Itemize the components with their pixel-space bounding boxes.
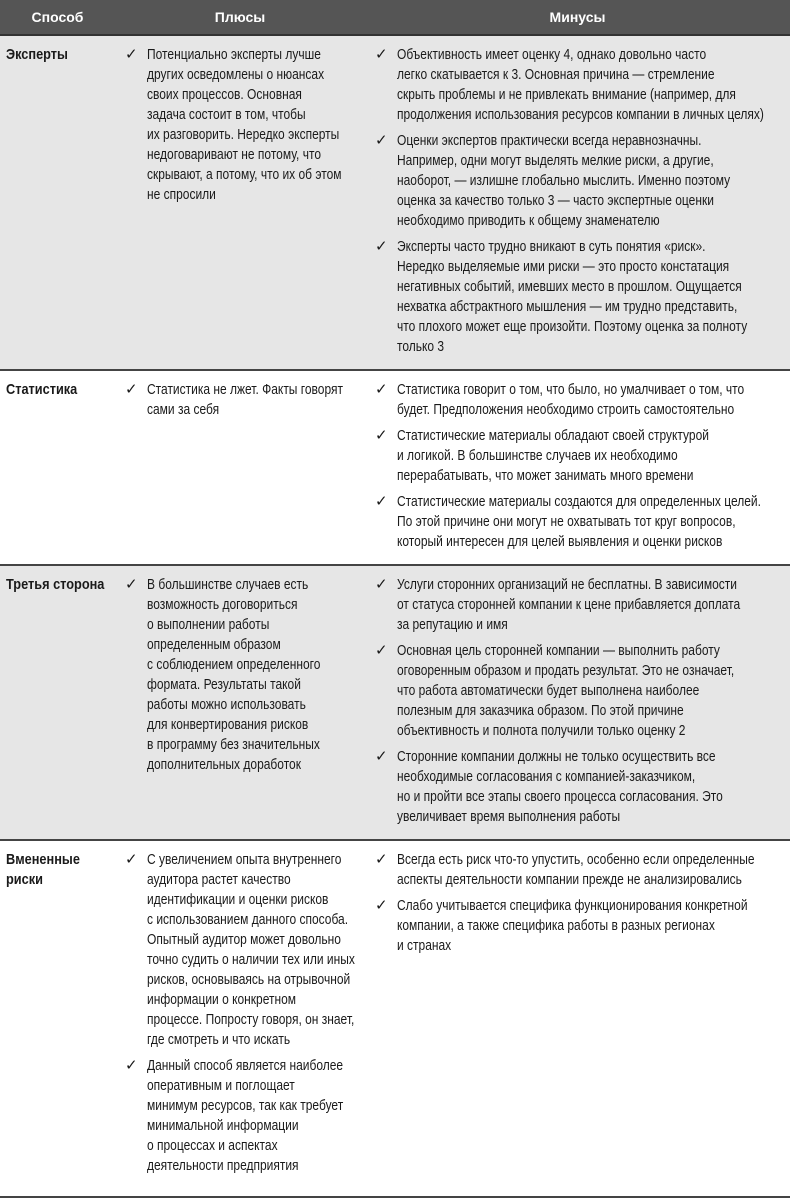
text-line: аудитора растет качество bbox=[147, 871, 291, 888]
check-mark-icon: ✓ bbox=[375, 493, 388, 510]
text-line: оценка за качество только 3 — часто экспертные оценки bbox=[397, 192, 714, 209]
text-line: который интересен для целей выявления и оценки рисков bbox=[397, 533, 723, 550]
text-line: задача состоит в том, чтобы bbox=[147, 106, 306, 123]
pro-item bbox=[125, 850, 365, 1050]
text-line: но и пройти все этапы своего процесса согласования. Это bbox=[397, 788, 723, 805]
text-line: Статистические материалы создаются для определенных целей. bbox=[397, 493, 761, 510]
method-cell bbox=[0, 371, 115, 558]
text-line: деятельности предприятия bbox=[147, 1157, 299, 1174]
pro-item bbox=[125, 575, 365, 775]
pros-cell bbox=[115, 841, 365, 1190]
item-text bbox=[397, 380, 790, 420]
check-mark-icon: ✓ bbox=[375, 132, 388, 149]
con-item bbox=[375, 492, 790, 552]
text-line: По этой причине они могут не охватывать тот круг вопросов, bbox=[397, 513, 736, 530]
item-text bbox=[397, 850, 790, 890]
check-mark-icon: ✓ bbox=[375, 427, 388, 444]
text-line: Опытный аудитор может довольно bbox=[147, 931, 341, 948]
header-method: Способ bbox=[31, 9, 84, 25]
con-item bbox=[375, 237, 790, 357]
item-text bbox=[397, 45, 790, 125]
text-line: оперативным и поглощает bbox=[147, 1077, 295, 1094]
pros-cell bbox=[115, 566, 365, 833]
text-line: Нередко выделяемые ими риски — это просто констатация bbox=[397, 258, 730, 275]
method-cell bbox=[0, 841, 115, 1190]
check-mark-icon: ✓ bbox=[125, 576, 138, 593]
method-cell bbox=[0, 566, 115, 833]
text-line: где смотреть и что искать bbox=[147, 1031, 291, 1048]
check-mark-icon: ✓ bbox=[125, 46, 138, 63]
text-line: дополнительных доработок bbox=[147, 756, 301, 773]
item-text bbox=[397, 641, 790, 741]
text-line: объективность и полнота получили только оценку 2 bbox=[397, 722, 686, 739]
text-line: что плохого может еще произойти. Поэтому оценка за полноту bbox=[397, 318, 748, 335]
text-line: В большинстве случаев есть bbox=[147, 576, 309, 593]
table-row bbox=[0, 371, 790, 566]
text-line: нехватка абстрактного мышления — им трудно представить, bbox=[397, 298, 738, 315]
text-line: Услуги сторонних организаций не бесплатны. В зависимости bbox=[397, 576, 737, 593]
item-text bbox=[397, 426, 790, 486]
text-line: о процессах и аспектах bbox=[147, 1137, 278, 1154]
cons-cell-content bbox=[365, 841, 790, 956]
text-line: о выполнении работы bbox=[147, 616, 270, 633]
text-line: и странах bbox=[397, 937, 452, 954]
text-line: не спросили bbox=[147, 186, 216, 203]
text-line: Оценки экспертов практически всегда неравнозначны. bbox=[397, 132, 702, 149]
text-line: недоговаривают не потому, что bbox=[147, 146, 321, 163]
text-line: Статистические материалы обладают своей структурой bbox=[397, 427, 709, 444]
text-line: только 3 bbox=[397, 338, 445, 355]
pros-cell bbox=[115, 371, 365, 558]
check-mark-icon: ✓ bbox=[375, 576, 388, 593]
con-item bbox=[375, 747, 790, 827]
pros-cell-content bbox=[115, 566, 365, 775]
text-line: других осведомлены о нюансах bbox=[147, 66, 325, 83]
item-text bbox=[397, 237, 790, 357]
text-line: формата. Результаты такой bbox=[147, 676, 301, 693]
text-line: скрывают, а потому, что их об этом bbox=[147, 166, 342, 183]
text-line: Статистика говорит о том, что было, но умалчивает о том, что bbox=[397, 381, 745, 398]
check-mark-icon: ✓ bbox=[375, 642, 388, 659]
header-pros: Плюсы bbox=[214, 9, 266, 25]
item-text bbox=[147, 575, 365, 775]
check-mark-icon: ✓ bbox=[125, 851, 138, 868]
text-line: наоборот, — излишне глобально мыслить. Именно поэтому bbox=[397, 172, 731, 189]
method-name-line: риски bbox=[6, 871, 43, 888]
con-item bbox=[375, 896, 790, 956]
check-mark-icon: ✓ bbox=[375, 897, 388, 914]
pros-cell-content bbox=[115, 371, 365, 420]
text-line: С увеличением опыта внутреннего bbox=[147, 851, 342, 868]
pros-cell-content bbox=[115, 36, 365, 205]
text-line: будет. Предположения необходимо строить самостоятельно bbox=[397, 401, 735, 418]
text-line: необходимые согласования с компанией-заказчиком, bbox=[397, 768, 696, 785]
text-line: возможность договориться bbox=[147, 596, 298, 613]
cons-cell-content bbox=[365, 566, 790, 827]
item-text bbox=[147, 1056, 365, 1176]
item-text bbox=[397, 747, 790, 827]
cons-cell bbox=[365, 36, 790, 363]
item-text bbox=[147, 45, 365, 205]
text-line: от статуса сторонней компании к цене прибавляется доплата bbox=[397, 596, 741, 613]
text-line: Эксперты часто трудно вникают в суть понятия «риск». bbox=[397, 238, 706, 255]
text-line: и логикой. В большинстве случаев их необходимо bbox=[397, 447, 678, 464]
text-line: Например, одни могут выделять мелкие риски, а другие, bbox=[397, 152, 714, 169]
text-line: Сторонние компании должны не только осуществить все bbox=[397, 748, 716, 765]
text-line: Данный способ является наиболее bbox=[147, 1057, 344, 1074]
text-line: Статистика не лжет. Факты говорят bbox=[147, 381, 344, 398]
text-line: информации о конкретном bbox=[147, 991, 297, 1008]
text-line: Объективность имеет оценку 4, однако довольно часто bbox=[397, 46, 707, 63]
text-line: своих процессов. Основная bbox=[147, 86, 302, 103]
text-line: с использованием данного способа. bbox=[147, 911, 349, 928]
text-line: работы можно использовать bbox=[147, 696, 306, 713]
check-mark-icon: ✓ bbox=[375, 238, 388, 255]
check-mark-icon: ✓ bbox=[375, 381, 388, 398]
pro-item bbox=[125, 380, 365, 420]
text-line: скрыть проблемы и не привлекать внимание (например, для bbox=[397, 86, 736, 103]
text-line: компании, а также специфика работы в разных регионах bbox=[397, 917, 715, 934]
cons-cell bbox=[365, 371, 790, 558]
text-line: полезным для заказчика образом. По этой причине bbox=[397, 702, 684, 719]
table-header bbox=[0, 0, 790, 36]
text-line: их разговорить. Нередко эксперты bbox=[147, 126, 340, 143]
text-line: определенным образом bbox=[147, 636, 281, 653]
text-line: оговоренным образом и продать результат. Это не означает, bbox=[397, 662, 735, 679]
text-line: для конвертирования рисков bbox=[147, 716, 309, 733]
check-mark-icon: ✓ bbox=[125, 1057, 138, 1074]
text-line: необходимо приводить к общему знаменателю bbox=[397, 212, 660, 229]
header-cons: Минусы bbox=[549, 9, 606, 25]
text-line: Всегда есть риск что-то упустить, особенно если определенные bbox=[397, 851, 755, 868]
con-item bbox=[375, 575, 790, 635]
check-mark-icon: ✓ bbox=[375, 46, 388, 63]
item-text bbox=[397, 575, 790, 635]
con-item bbox=[375, 45, 790, 125]
text-line: увеличивает время выполнения работы bbox=[397, 808, 621, 825]
method-cell bbox=[0, 36, 115, 363]
table-row bbox=[0, 36, 790, 371]
text-line: сами за себя bbox=[147, 401, 220, 418]
cons-cell-content bbox=[365, 371, 790, 552]
text-line: за репутацию и имя bbox=[397, 616, 508, 633]
check-mark-icon: ✓ bbox=[125, 381, 138, 398]
item-text bbox=[147, 380, 365, 420]
text-line: с соблюдением определенного bbox=[147, 656, 321, 673]
text-line: аспекты деятельности компании прежде не анализировались bbox=[397, 871, 742, 888]
text-line: точно судить о наличии тех или иных bbox=[147, 951, 355, 968]
method-name-line: Третья сторона bbox=[6, 576, 105, 593]
con-item bbox=[375, 641, 790, 741]
text-line: продолжения использования ресурсов компании в личных целях) bbox=[397, 106, 764, 123]
text-line: Потенциально эксперты лучше bbox=[147, 46, 321, 63]
check-mark-icon: ✓ bbox=[375, 851, 388, 868]
item-text bbox=[147, 850, 365, 1050]
text-line: перерабатывать, что может занимать много времени bbox=[397, 467, 694, 484]
pros-cell bbox=[115, 36, 365, 363]
text-line: что работа автоматически будет выполнена наиболее bbox=[397, 682, 700, 699]
pro-item bbox=[125, 1056, 365, 1176]
con-item bbox=[375, 380, 790, 420]
text-line: в программу без значительных bbox=[147, 736, 320, 753]
text-line: процессе. Попросту говоря, он знает, bbox=[147, 1011, 355, 1028]
text-line: рисков, основываясь на отрывочной bbox=[147, 971, 351, 988]
cons-cell bbox=[365, 841, 790, 1190]
method-name-line: Статистика bbox=[6, 381, 78, 398]
text-line: Слабо учитывается специфика функционирования конкретной bbox=[397, 897, 748, 914]
method-name-line: Эксперты bbox=[6, 46, 68, 63]
table-row bbox=[0, 841, 790, 1198]
pro-item bbox=[125, 45, 365, 205]
table-row bbox=[0, 566, 790, 841]
method-name-line: Вмененные bbox=[6, 851, 80, 868]
item-text bbox=[397, 131, 790, 231]
pros-cell-content bbox=[115, 841, 365, 1176]
text-line: легко скатывается к 3. Основная причина — стремление bbox=[397, 66, 715, 83]
text-line: Основная цель сторонней компании — выполнить работу bbox=[397, 642, 720, 659]
item-text bbox=[397, 896, 790, 956]
text-line: минимум ресурсов, так как требует bbox=[147, 1097, 344, 1114]
con-item bbox=[375, 850, 790, 890]
cons-cell bbox=[365, 566, 790, 833]
con-item bbox=[375, 426, 790, 486]
cons-cell-content bbox=[365, 36, 790, 357]
item-text bbox=[397, 492, 790, 552]
text-line: минимальной информации bbox=[147, 1117, 299, 1134]
con-item bbox=[375, 131, 790, 231]
text-line: негативных событий, имевших место в прошлом. Ощущается bbox=[397, 278, 742, 295]
text-line: идентификации и оценки рисков bbox=[147, 891, 329, 908]
check-mark-icon: ✓ bbox=[375, 748, 388, 765]
